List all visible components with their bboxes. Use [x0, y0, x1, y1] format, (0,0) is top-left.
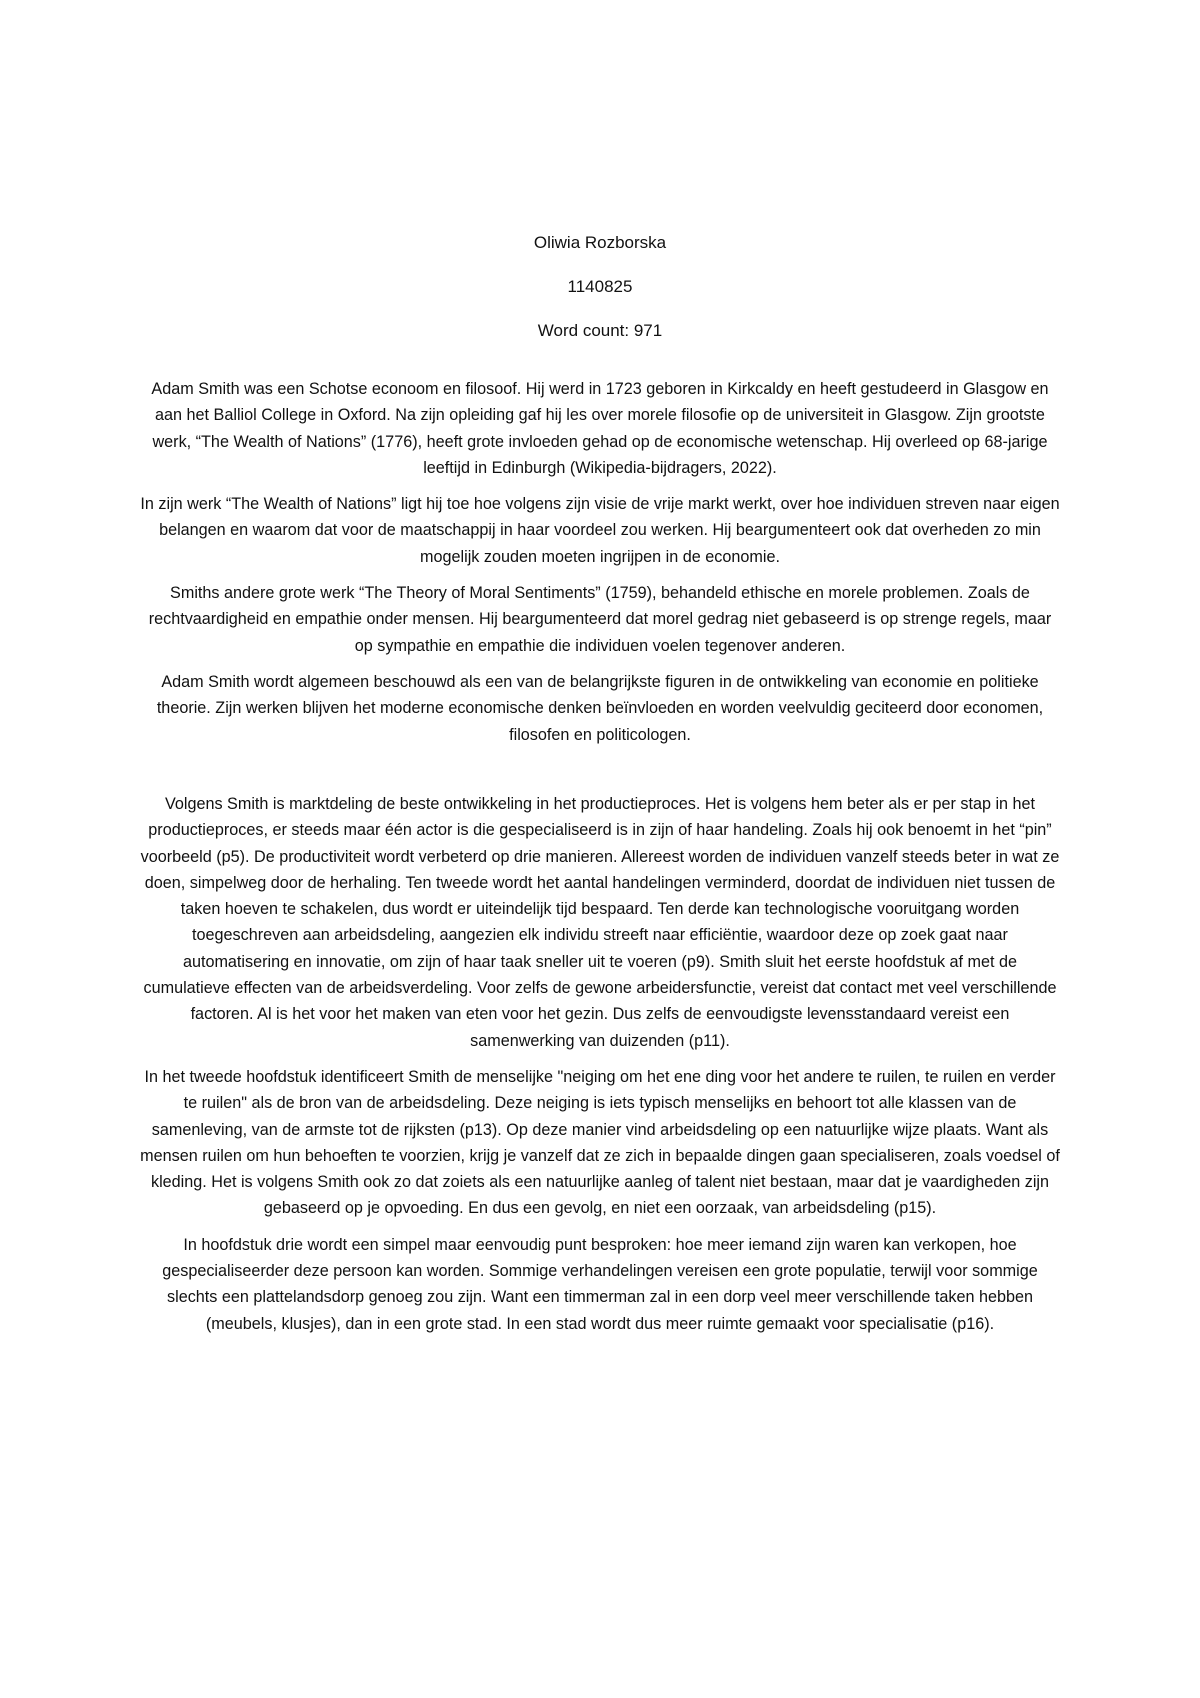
paragraph: Smiths andere grote werk “The Theory of Moral Sentiments” (1759), behandeld ethische en morele problemen. Zoals de rechtvaardigheid en empathie onder mensen. Hij beargumenteerd dat morel gedrag niet gebaseerd is op strenge regels, maar op sympathie en empathie die individuen voelen tegenover anderen.	[148, 584, 1052, 655]
paragraph: Volgens Smith is marktdeling de beste ontwikkeling in het productieproces. Het is volgens hem beter als er per stap in het productieproces, er steeds maar één actor is die gespecialiseerd is in zijn of haar handeling. Zoals hij ook benoemt in het “pin” voorbeeld (p5). De productiviteit wordt verbeterd op drie manieren. Allereest worden de individuen vanzelf steeds beter in wat ze doen, simpelweg door de herhaling. Ten tweede wordt het aantal handelingen verminderd, doordat de individuen niet tussen de taken hoeven te schakelen, dus wordt er uiteindelijk tijd bespaard. Ten derde kan technologische vooruitgang worden toegeschreven aan arbeidsdeling, aangezien elk individu streeft naar efficiëntie, waardoor deze op zoek gaat naar automatisering en innovatie, om zijn of haar taak sneller uit te voeren (p9). Smith sluit het eerste hoofdstuk af met de cumulatieve effecten van de arbeidsverdeling. Voor zelfs de gewone arbeidersfunctie, vereist dat contact met veel verschillende factoren. Al is het voor het maken van eten voor het gezin. Dus zelfs de eenvoudigste levensstandaard vereist een samenwerking van duizenden (p11).	[140, 795, 1060, 1050]
paragraph: In het tweede hoofdstuk identificeert Smith de menselijke "neiging om het ene ding voor het andere te ruilen, te ruilen en verder te ruilen" als de bron van de arbeidsdeling. Deze neiging is iets typisch menselijks en behoort tot alle klassen van de samenleving, van de armste tot de rijksten (p13). Op deze manier vind arbeidsdeling op een natuurlijke wijze plaats. Want als mensen ruilen om hun behoeften te voorzien, krijg je vanzelf dat ze zich in bepaalde dingen gaan specialiseren, zoals voedsel of kleding. Het is volgens Smith ook zo dat zoiets als een natuurlijke aanleg of talent niet bestaan, maar dat je vaardigheden zijn gebaseerd op je opvoeding. En dus een gevolg, en niet een oorzaak, van arbeidsdeling (p15).	[140, 1067, 1060, 1218]
section-summary	[140, 791, 1060, 1347]
word-count: Word count: 971	[537, 321, 663, 340]
paragraph: In zijn werk “The Wealth of Nations” ligt hij toe hoe volgens zijn visie de vrije markt werkt, over hoe individuen streven naar eigen belangen en waarom dat voor de maatschappij in haar voordeel zou werken. Hij beargumenteert ook dat overheden zo min mogelijk zouden moeten ingrijpen in de economie.	[140, 495, 1060, 566]
author-name: Oliwia Rozborska	[533, 233, 667, 252]
document-header	[140, 232, 1060, 364]
paragraph: Adam Smith wordt algemeen beschouwd als een van de belangrijkste figuren in de ontwikkeling van economie en politieke theorie. Zijn werken blijven het moderne economische denken beïnvloeden en worden veelvuldig geciteerd door economen, filosofen en politicologen.	[156, 672, 1044, 744]
paragraph: Adam Smith was een Schotse econoom en filosoof. Hij werd in 1723 geboren in Kirkcaldy en heeft gestudeerd in Glasgow en aan het Balliol College in Oxford. Na zijn opleiding gaf hij les over morele filosofie op de universiteit in Glasgow. Zijn grootste werk, “The Wealth of Nations” (1776), heeft grote invloeden gehad op de economische wetenschap. Hij overleed op 68-jarige leeftijd in Edinburgh (Wikipedia-bijdragers, 2022).	[151, 380, 1049, 477]
document-page	[140, 0, 1060, 1698]
student-number: 1140825	[567, 277, 633, 296]
section-biography	[140, 376, 1060, 758]
paragraph: In hoofdstuk drie wordt een simpel maar eenvoudig punt besproken: hoe meer iemand zijn waren kan verkopen, hoe gespecialiseerder deze persoon kan worden. Sommige verhandelingen vereisen een grote populatie, terwijl voor sommige slechts een plattelandsdorp genoeg zou zijn. Want een timmerman zal in een dorp veel meer verschillende taken hebben (meubels, klusjes), dan in een grote stad. In een stad wordt dus meer ruimte gemaakt voor specialisatie (p16).	[162, 1235, 1038, 1333]
